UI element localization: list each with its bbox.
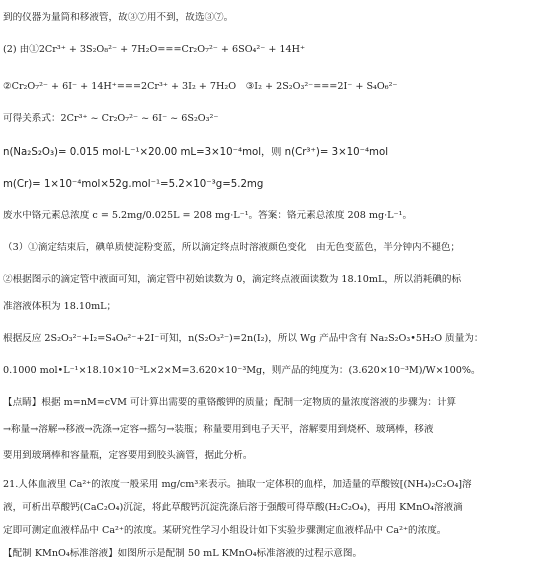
text-line-17: 液，可析出草酸钙(CaC₂O₄)沉淀，将此草酸钙沉淀洗涤后溶于强酸可得草酸(H₂C₂O₄)，再用 KMnO₄溶液滴 (3, 502, 463, 513)
text-line-3: ②Cr₂O₇²⁻ + 6I⁻ + 14H⁺===2Cr³⁺ + 3I₂ + 7H₂O ③I₂ + 2S₂O₃²⁻===2I⁻ + S₄O₆²⁻ (3, 81, 398, 92)
text-line-15: 要用到玻璃棒和容量瓶，定容要用到胶头滴管，据此分析。 (3, 450, 253, 461)
text-line-6: m(Cr)= 1×10⁻⁴mol×52g.mol⁻¹=5.2×10⁻³g=5.2mg (3, 179, 264, 190)
text-line-8: （3）①滴定结束后，碘单质使淀粉变蓝，所以滴定终点时溶液颜色变化 由无色变蓝色，半分钟内不褪色； (3, 242, 461, 253)
text-line-11: 根据反应 2S₂O₃²⁻+I₂=S₄O₆²⁻+2I⁻可知，n(S₂O₃²⁻)=2n(I₂)，所以 Wg 产品中含有 Na₂S₂O₃•5H₂O 质量为： (3, 333, 484, 344)
text-line-14: →称量→溶解→移液→洗涤→定容→摇匀→装瓶；称量要用到电子天平，溶解要用到烧杯、玻璃棒，移液 (3, 424, 434, 435)
text-line-19: 【配制 KMnO₄标准溶液】如图所示是配制 50 mL KMnO₄标准溶液的过程示意图。 (3, 548, 363, 559)
text-line-16: 21.人体血液里 Ca²⁺的浓度一般采用 mg/cm³来表示。抽取一定体积的血样，加适量的草酸铵[(NH₄)₂C₂O₄]溶 (3, 479, 472, 490)
text-line-2: (2) 由①2Cr³⁺ + 3S₂O₈²⁻ + 7H₂O===Cr₂O₇²⁻ + 6SO₄²⁻ + 14H⁺ (3, 44, 306, 55)
text-line-13: 【点睛】根据 m=nM=cVM 可计算出需要的重铬酸钾的质量；配制一定物质的量浓度溶液的步骤为：计算 (3, 397, 457, 408)
text-line-5: n(Na₂S₂O₃)= 0.015 mol·L⁻¹×20.00 mL=3×10⁻⁴mol，则 n(Cr³⁺)= 3×10⁻⁴mol (3, 147, 389, 158)
text-line-1: 到的仪器为量筒和移液管，故③⑦用不到，故选③⑦。 (3, 12, 234, 23)
text-line-4: 可得关系式：2Cr³⁺ ~ Cr₂O₇²⁻ ~ 6I⁻ ~ 6S₂O₃²⁻ (3, 113, 219, 124)
text-line-7: 废水中铬元素总浓度 c = 5.2mg/0.025L = 208 mg·L⁻¹。答案：铬元素总浓度 208 mg·L⁻¹。 (3, 210, 413, 221)
text-line-10: 准溶液体积为 18.10mL； (3, 301, 117, 312)
text-line-18: 定即可测定血液样品中 Ca²⁺的浓度。某研究性学习小组设计如下实验步骤测定血液样品中 Ca²⁺的浓度。 (3, 525, 447, 536)
text-line-9: ②根据图示的滴定管中液面可知，滴定管中初始读数为 0，滴定终点液面读数为 18.10mL，所以消耗碘的标 (3, 274, 462, 285)
text-line-12: 0.1000 mol•L⁻¹×18.10×10⁻³L×2×M=3.620×10⁻³Mg，则产品的纯度为：(3.620×10⁻³M)/W×100%。 (3, 365, 481, 376)
